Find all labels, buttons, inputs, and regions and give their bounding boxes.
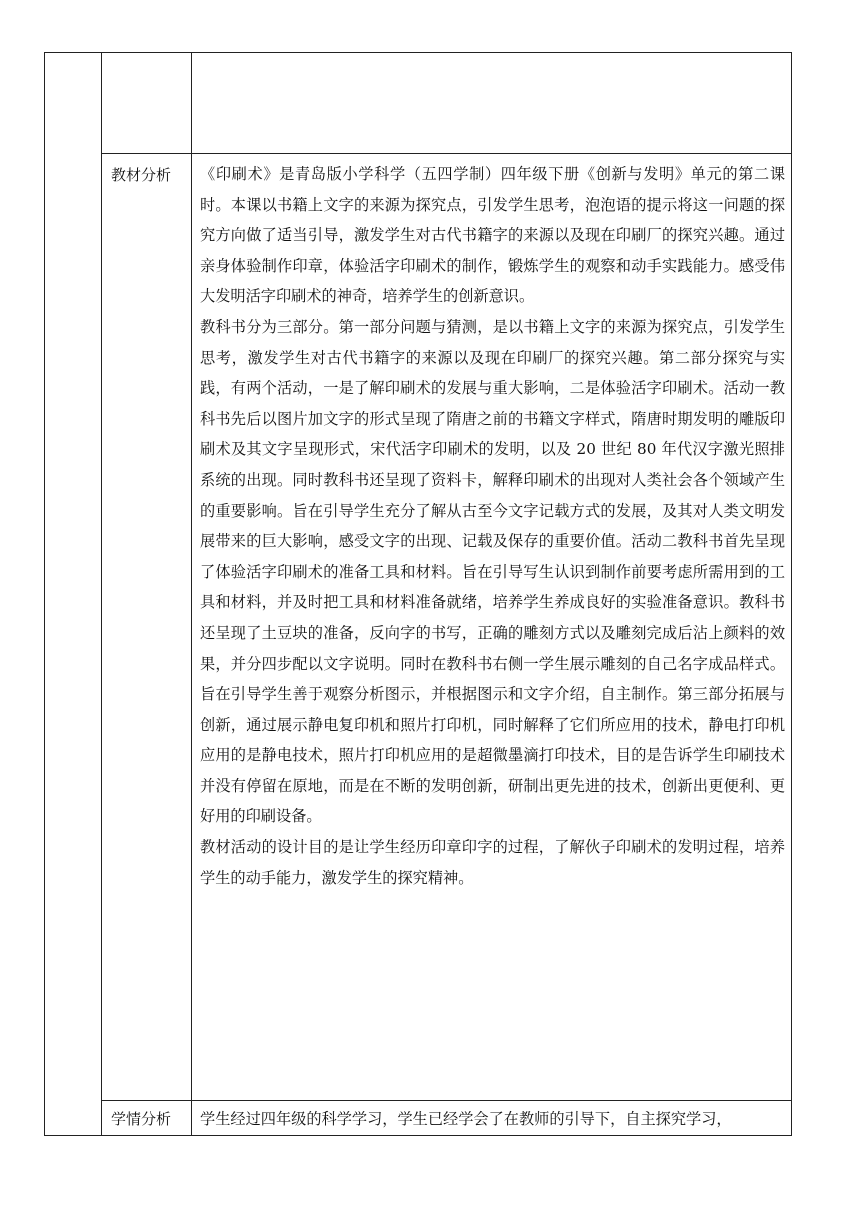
paragraph-1: 《印刷术》是青岛版小学科学（五四学制）四年级下册《创新与发明》单元的第二课时。本课以书籍上文字的来源为探究点，引发学生思考，泡泡语的提示将这一问题的探究方向做了适当引导，激发学生对古代书籍字的来源以及现在印刷厂的探究兴趣。通过亲身体验制作印章，体验活字印刷术的制作，锻炼学生的观察和动手实践能力。感受伟大发明活字印刷术的神奇，培养学生的创新意识。 xyxy=(200,165,785,306)
student-analysis-text: 学生经过四年级的科学学习，学生已经学会了在教师的引导下，自主探究学习， xyxy=(200,1110,732,1128)
textbook-analysis-content xyxy=(192,154,791,893)
table-row-student-analysis xyxy=(45,1101,792,1136)
table-row-textbook-analysis xyxy=(45,154,792,1101)
textbook-analysis-label-cell xyxy=(102,154,192,1101)
paragraph-2: 教科书分为三部分。第一部分问题与猜测，是以书籍上文字的来源为探究点，引发学生思考，激发学生对古代书籍字的来源以及现在印刷厂的探究兴趣。第二部分探究与实践，有两个活动，一是了解印刷术的发展与重大影响，二是体验活字印刷术。活动一教科书先后以图片加文字的形式呈现了隋唐之前的书籍文字样式，隋唐时期发明的雕版印刷术及其文字呈现形式，宋代活字印刷术的发明，以及 20 世纪 80 年代汉字激光照排系统的出现。同时教科书还呈现了资料卡，解释印刷术的出现对人类社会各个领域产生的重要影响。旨在引导学生充分了解从古至今文字记载方式的发展，及其对人类文明发展带来的巨大影响，感受文字的出现、记载及保存的重要价值。活动二教科书首先呈现了体验活字印刷术的准备工具和材料。旨在引导写生认识到制作前要考虑所需用到的工具和材料，并及时把工具和材料准备就绪，培养学生养成良好的实验准备意识。教科书还呈现了土豆块的准备，反向字的书写，正确的雕刻方式以及雕刻完成后沾上颜料的效果，并分四步配以文字说明。同时在教科书右侧一学生展示雕刻的自己名字成品样式。旨在引导学生善于观察分析图示，并根据图示和文字介绍，自主制作。第三部分拓展与创新，通过展示静电复印机和照片打印机，同时解释了它们所应用的技术，静电打印机应用的是静电技术，照片打印机应用的是超微墨滴打印技术，目的是告诉学生印刷技术并没有停留在原地，而是在不断的发明创新，研制出更先进的技术，创新出更便利、更好用的印刷设备。 xyxy=(200,317,785,826)
student-analysis-label: 学情分析 xyxy=(111,1110,172,1128)
paragraph-3: 教材活动的设计目的是让学生经历印章印字的过程，了解伙子印刷术的发明过程，培养学生的动手能力，激发学生的探究精神。 xyxy=(200,838,785,887)
blank-label-cell xyxy=(102,53,192,154)
outer-column-cell xyxy=(45,53,102,1136)
blank-content-cell xyxy=(192,53,792,154)
student-analysis-label-cell xyxy=(102,1101,192,1136)
textbook-analysis-content-cell xyxy=(192,154,792,1101)
student-analysis-content-cell xyxy=(192,1101,792,1136)
textbook-analysis-label: 教材分析 xyxy=(111,166,172,184)
lesson-plan-table xyxy=(44,52,792,1136)
table-row-blank xyxy=(45,53,792,154)
